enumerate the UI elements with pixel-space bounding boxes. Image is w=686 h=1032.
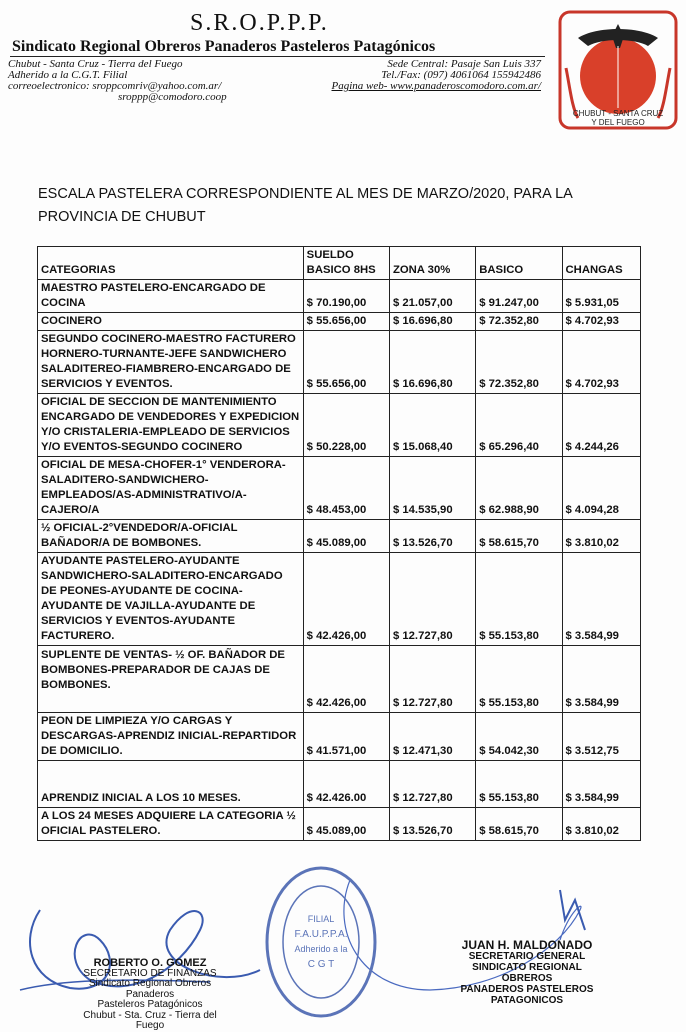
org-acronym: S.R.O.P.P.P. [190,10,329,36]
header-rule [10,56,545,57]
stamp-text-1: FILIAL [307,914,335,924]
table-row [38,646,641,713]
basico-cell: $ 55.153,80 [476,646,562,713]
signer-role: SECRETARIO DE FINANZAS [83,967,217,979]
basico-cell: $ 72.352,80 [476,313,562,331]
org-name: Sindicato Regional Obreros Panaderos Pasteleros Patagónicos [12,38,436,55]
basico-cell: $ 55.153,80 [476,553,562,646]
basico-cell: $ 58.615,70 [476,808,562,841]
signature-block-general [452,940,602,1006]
table-row [38,808,641,841]
sueldo-cell: $ 55.656,00 [303,313,389,331]
signer-role: SECRETARIO GENERAL [468,951,586,962]
basico-cell: $ 54.042,30 [476,713,562,761]
changas-cell: $ 3.810,02 [562,808,641,841]
basico-cell: $ 58.615,70 [476,520,562,553]
table-row [38,280,641,313]
category-cell: SEGUNDO COCINERO-MAESTRO FACTURERO HORNERO-TURNANTE-JEFE SANDWICHERO SALADITEREO-FIAMBRERO-ENCARGADO DE SERVICIOS Y EVENTOS. [38,331,304,394]
changas-cell: $ 4.702,93 [562,313,641,331]
table-row [38,713,641,761]
logo-text-2: Y DEL FUEGO [591,118,645,127]
zona-cell: $ 16.696,80 [389,331,475,394]
zona-cell: $ 12.471,30 [389,713,475,761]
table-row [38,331,641,394]
table-row [38,394,641,457]
faupa-stamp [262,862,380,1022]
table-row [38,457,641,520]
header-basico: BASICO [476,247,562,280]
category-cell: COCINERO [38,313,304,331]
category-cell: PEON DE LIMPIEZA Y/O CARGAS Y DESCARGAS-APRENDIZ INICIAL-REPARTIDOR DE DOMICILIO. [38,713,304,761]
document-title-line-2: PROVINCIA DE CHUBUT [38,209,206,225]
header-phone: Tel./Fax: (097) 4061064 155942486 [381,69,541,81]
signer-org-1: Sindicato Regional Obreros Panaderos [88,978,212,1000]
sueldo-cell: $ 70.190,00 [303,280,389,313]
stamp-text-2: F.A.U.P.P.A. [294,929,348,940]
stamp-text-4: C G T [307,959,335,970]
zona-cell: $ 13.526,70 [389,808,475,841]
sueldo-cell: $ 42.426.00 [303,761,389,808]
basico-cell: $ 65.296,40 [476,394,562,457]
signer-name: JUAN H. MALDONADO [461,938,593,952]
header-email-2[interactable]: sroppp@comodoro.coop [118,91,227,103]
signer-org-1: SINDICATO REGIONAL OBREROS [472,962,582,984]
category-cell [38,646,304,713]
header-categorias: CATEGORIAS [38,247,304,280]
changas-cell: $ 3.810,02 [562,520,641,553]
signer-org-2: Pasteleros Patagónicos [97,999,203,1010]
zona-cell: $ 12.727,80 [389,553,475,646]
category-cell: OFICIAL DE SECCION DE MANTENIMIENTO ENCARGADO DE VENDEDORES Y EXPEDICION Y/O CRISTALERIA-EMPLEADO DE SERVICIOS Y/O EVENTOS-SEGUNDO COCINERO [38,394,304,457]
category-text: SUPLENTE DE VENTAS- ½ OF. BAÑADOR DE BOMBONES-PREPARADOR DE CAJAS DE BOMBONES. [41,649,285,691]
zona-cell: $ 15.068,40 [389,394,475,457]
table-row [38,520,641,553]
header-address: Sede Central: Pasaje San Luis 337 [387,58,541,70]
zona-cell: $ 14.535,90 [389,457,475,520]
signer-org-2: PANADEROS PASTELEROS PATAGONICOS [460,984,594,1006]
basico-cell: $ 62.988,90 [476,457,562,520]
category-cell: OFICIAL DE MESA-CHOFER-1° VENDERORA-SALADITERO-SANDWICHERO-EMPLEADOS/AS-ADMINISTRATIVO/A-CAJERO/A [38,457,304,520]
stamp-text-3: Adherido a la [294,944,348,954]
sueldo-cell: $ 42.426,00 [303,553,389,646]
signer-name: ROBERTO O. GOMEZ [93,957,207,969]
sueldo-cell: $ 48.453,00 [303,457,389,520]
header-email[interactable]: correoelectronico: sroppcomriv@yahoo.com.ar/ [8,80,222,92]
header-website[interactable] [332,80,542,92]
table-row [38,553,641,646]
sueldo-cell: $ 41.571,00 [303,713,389,761]
website-link[interactable]: Pagina web- www.panaderoscomodoro.com.ar/ [331,80,541,92]
changas-cell: $ 5.931,05 [562,280,641,313]
changas-cell: $ 4.244,26 [562,394,641,457]
header-zona: ZONA 30% [389,247,475,280]
sueldo-cell: $ 45.089,00 [303,520,389,553]
zona-cell: $ 12.727,80 [389,646,475,713]
zona-cell: $ 16.696,80 [389,313,475,331]
sueldo-cell: $ 50.228,00 [303,394,389,457]
signature-block-finance [70,958,230,1032]
changas-cell: $ 4.094,28 [562,457,641,520]
category-cell: MAESTRO PASTELERO-ENCARGADO DE COCINA [38,280,304,313]
document-title-line-1: ESCALA PASTELERA CORRESPONDIENTE AL MES DE MARZO/2020, PARA LA [38,186,573,202]
union-logo [556,8,680,132]
table-header-row [38,247,641,280]
changas-cell: $ 4.702,93 [562,331,641,394]
sueldo-cell: $ 45.089,00 [303,808,389,841]
changas-cell: $ 3.584,99 [562,553,641,646]
basico-cell: $ 91.247,00 [476,280,562,313]
sueldo-cell: $ 42.426,00 [303,646,389,713]
basico-cell: $ 72.352,80 [476,331,562,394]
category-cell: AYUDANTE PASTELERO-AYUDANTE SANDWICHERO-SALADITERO-ENCARGADO DE PEONES-AYUDANTE DE COCINA-AYUDANTE DE VAJILLA-AYUDANTE DE SERVICIOS Y EVENTOS-AYUDANTE FACTURERO. [38,553,304,646]
changas-cell: $ 3.512,75 [562,713,641,761]
category-cell: ½ OFICIAL-2°VENDEDOR/A-OFICIAL BAÑADOR/A DE BOMBONES. [38,520,304,553]
logo-text-1: CHUBUT - SANTA CRUZ [572,109,664,118]
category-cell: A LOS 24 MESES ADQUIERE LA CATEGORIA ½ OFICIAL PASTELERO. [38,808,304,841]
category-cell: APRENDIZ INICIAL A LOS 10 MESES. [38,761,304,808]
zona-cell: $ 12.727,80 [389,761,475,808]
changas-cell: $ 3.584,99 [562,646,641,713]
table-row [38,761,641,808]
table-row [38,313,641,331]
header-changas: CHANGAS [562,247,641,280]
basico-cell: $ 55.153,80 [476,761,562,808]
header-region: Chubut - Santa Cruz - Tierra del Fuego [8,58,183,70]
zona-cell: $ 13.526,70 [389,520,475,553]
salary-table [37,246,641,841]
sueldo-cell: $ 55.656,00 [303,331,389,394]
header-sueldo: SUELDO BASICO 8HS [303,247,389,280]
zona-cell: $ 21.057,00 [389,280,475,313]
signer-org-3: Chubut - Sta. Cruz - Tierra del Fuego [83,1009,217,1031]
header-affiliation: Adherido a la C.G.T. Filial [8,69,128,81]
changas-cell: $ 3.584,99 [562,761,641,808]
